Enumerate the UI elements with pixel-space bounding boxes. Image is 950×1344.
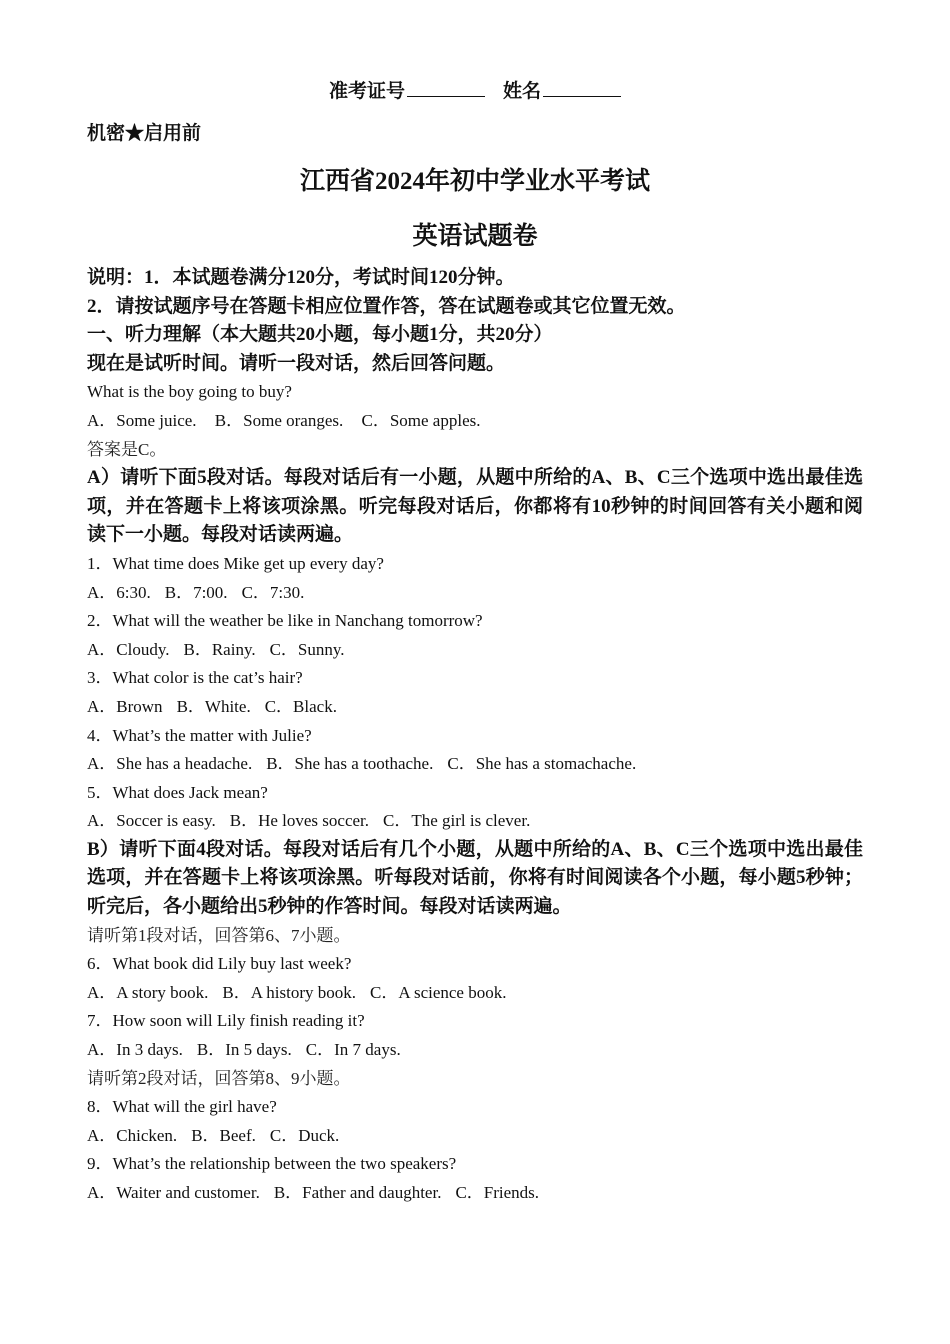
question-options	[87, 1036, 863, 1065]
option: C．Sunny.	[269, 639, 345, 659]
option: B．Some oranges.	[214, 410, 344, 430]
option: A．Chicken.	[87, 1125, 178, 1145]
exam-subtitle: 英语试题卷	[412, 223, 538, 250]
option: A．Waiter and customer.	[87, 1183, 260, 1202]
option: C．The girl is clever.	[383, 811, 531, 831]
option: A．A story book.	[87, 982, 209, 1002]
part1-heading: 一、听力理解（本大题共20小题，每小题1分，共20分）	[87, 324, 553, 346]
question-stem: 8．What will the girl have?	[87, 1097, 277, 1117]
name-blank	[543, 78, 621, 97]
question-stem: 7．How soon will Lily finish reading it?	[87, 1011, 365, 1031]
question-stem: 5．What does Jack mean?	[87, 782, 268, 802]
question-options	[87, 750, 863, 779]
option: B．She has a toothache.	[266, 754, 434, 774]
option: B．A history book.	[222, 982, 357, 1002]
question-stem: 6．What book did Lily buy last week?	[87, 954, 352, 974]
question-options	[87, 807, 863, 836]
exam-id-blank	[407, 78, 485, 97]
name-label: 姓名	[503, 81, 542, 102]
option: A．She has a headache.	[87, 754, 253, 774]
option: A．Some juice.	[87, 410, 197, 430]
dialogue-2-intro: 请听第2段对话，回答第8、9小题。	[87, 1068, 351, 1088]
sample-intro: 现在是试听时间。请听一段对话，然后回答问题。	[87, 352, 506, 374]
option: B．Father and daughter.	[273, 1183, 442, 1202]
option: C．Duck.	[269, 1125, 340, 1145]
option: A．Brown	[87, 696, 163, 716]
option: C．She has a stomachache.	[447, 754, 637, 774]
question-stem: 2．What will the weather be like in Nanchang tomorrow?	[87, 611, 483, 631]
option: B．Beef.	[191, 1125, 256, 1145]
option: C．7:30.	[241, 582, 305, 602]
option: A．In 3 days.	[87, 1040, 183, 1060]
question-options	[87, 1179, 863, 1208]
note-2: 2．请按试题序号在答题卡相应位置作答，答在试题卷或其它位置无效。	[87, 295, 686, 317]
option: A．Soccer is easy.	[87, 811, 216, 831]
sample-answer: 答案是C。	[87, 439, 167, 459]
question-stem: 9．What’s the relationship between the two speakers?	[87, 1154, 457, 1174]
note-1: 说明：1．本试题卷满分120分，考试时间120分钟。	[87, 267, 515, 288]
sample-options	[87, 407, 863, 436]
option: B．He loves soccer.	[229, 811, 370, 831]
question-options	[87, 693, 863, 722]
question-stem: 4．What’s the matter with Julie?	[87, 725, 312, 745]
question-options	[87, 636, 863, 665]
section-b-instruction: B）请听下面4段对话。每段对话后有几个小题，从题中所给的A、B、C三个选项中选出最佳选项，并在答题卡上将该项涂黑。听每段对话前，你将有时间阅读各个小题，每小题5秒钟；听完后，各小题给出5秒钟的作答时间。每段对话读两遍。	[87, 838, 863, 918]
option: C．A science book.	[370, 982, 507, 1002]
question-options	[87, 1122, 863, 1151]
question-options	[87, 579, 863, 608]
option: A．6:30.	[87, 582, 151, 602]
option: C．Some apples.	[361, 410, 481, 430]
option: B．7:00.	[164, 582, 228, 602]
confidential-label: 机密★启用前	[87, 123, 202, 144]
candidate-info-line	[87, 70, 863, 114]
sample-question: What is the boy going to buy?	[87, 382, 292, 402]
option: B．In 5 days.	[196, 1040, 292, 1060]
section-a-questions	[87, 550, 863, 836]
question-stem: 3．What color is the cat’s hair?	[87, 668, 303, 688]
option: C．Black.	[264, 696, 337, 716]
option: C．In 7 days.	[305, 1040, 401, 1060]
option: B．Rainy.	[183, 639, 256, 659]
option: B．White.	[176, 696, 251, 716]
question-options	[87, 979, 863, 1008]
option: C．Friends.	[455, 1183, 540, 1202]
dialogue-1-intro: 请听第1段对话，回答第6、7小题。	[87, 925, 351, 945]
option: A．Cloudy.	[87, 639, 170, 659]
exam-title: 江西省2024年初中学业水平考试	[299, 168, 650, 195]
exam-page	[87, 70, 863, 1208]
question-stem: 1．What time does Mike get up every day?	[87, 553, 384, 573]
section-a-instruction: A）请听下面5段对话。每段对话后有一小题，从题中所给的A、B、C三个选项中选出最佳选项，并在答题卡上将该项涂黑。听完每段对话后，你都将有10秒钟的时间回答有关小题和阅读下一小题。每段对话读两遍。	[87, 467, 863, 546]
exam-id-label: 准考证号	[328, 81, 405, 102]
